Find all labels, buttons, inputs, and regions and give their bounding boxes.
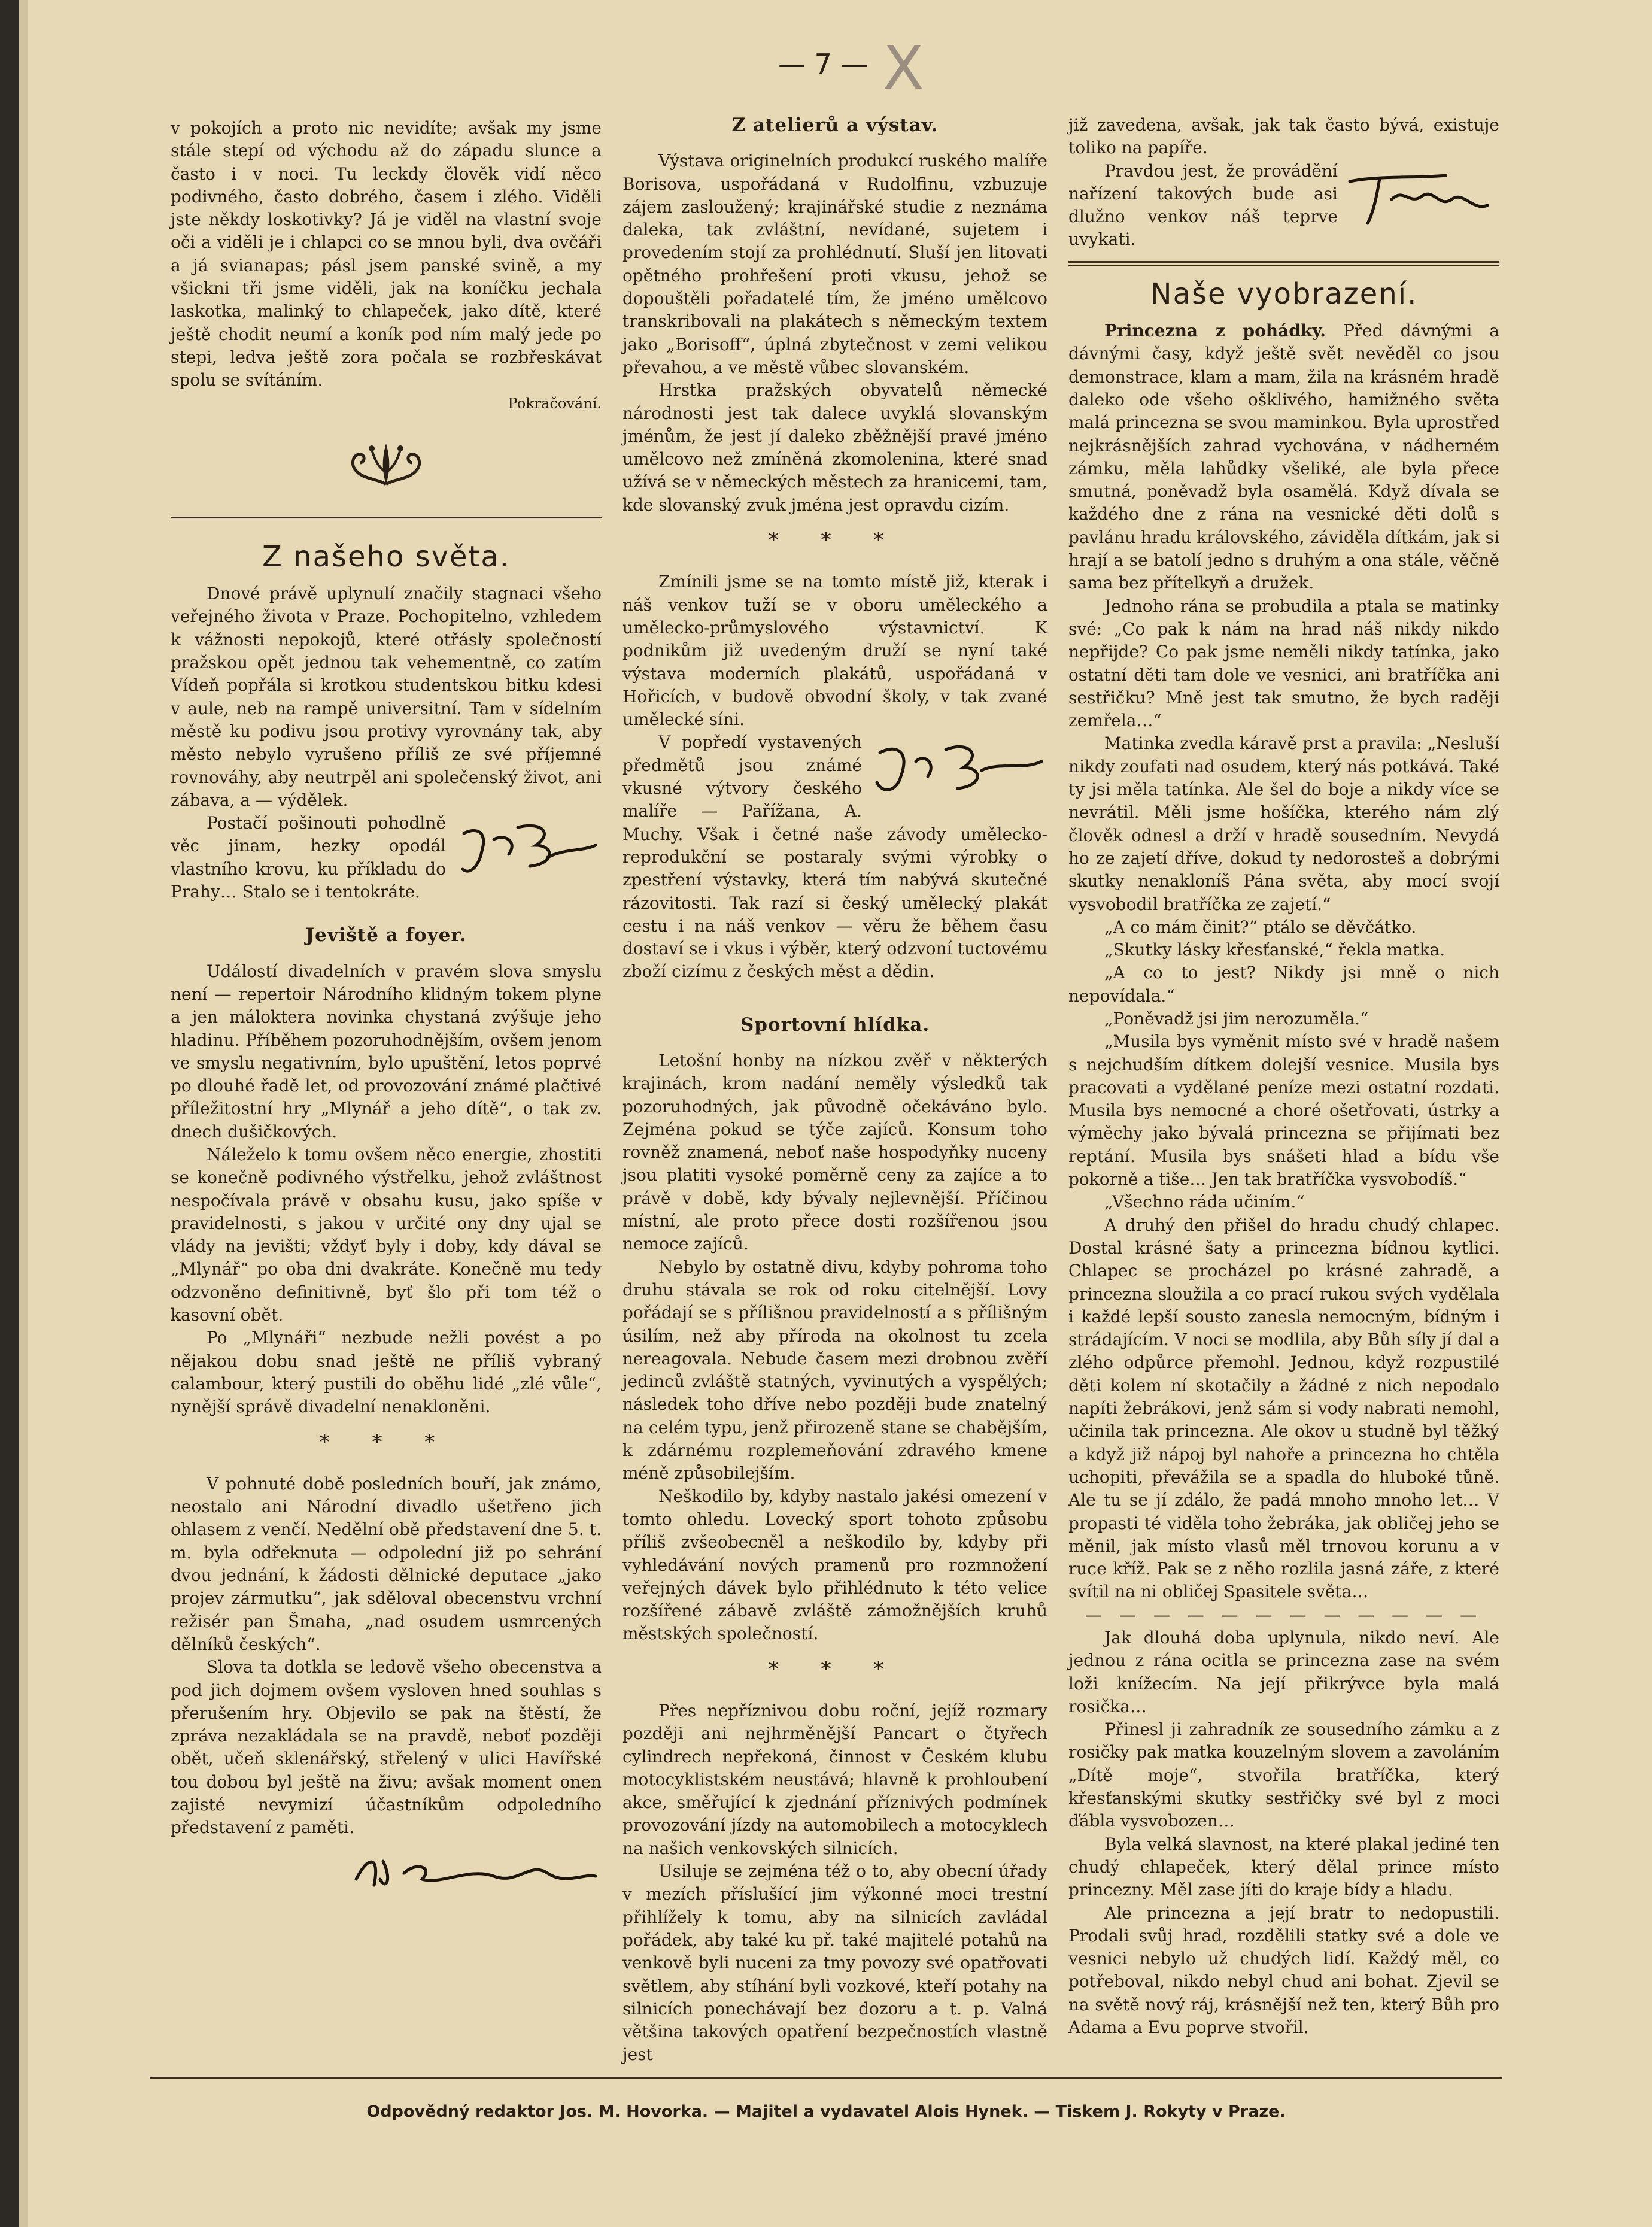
signature-kazimir bbox=[350, 1843, 602, 1897]
paragraph: Přes nepříznivou dobu roční, jejíž rozmary později ani nejhrměnější Pancart o čtyřech cylindrech nepřekoná, činnost v Českém klubu motocyklistském neustává; hlavně k prohloubení akce, směřující k zjednání příznivých podmínek provozování jízdy na automobilech a motocyklech na našich venkovských silnicích. bbox=[622, 1701, 1047, 1858]
paragraph: Jak dlouhá doba uplynula, nikdo neví. Ale jednou z rána ocitla se princezna zase na svém loži knížecím. Na její přikrývce byla malá rosička… bbox=[1068, 1628, 1499, 1716]
paragraph: Přinesl ji zahradník ze sousedního zámku a z rosičky pak matka kouzelným slovem a zavoláním „Dítě moje“, stvořila bratříčka, který křesťanskými skutky sestřičky své byl z moci ďábla vysvobozen… bbox=[1068, 1719, 1499, 1831]
paragraph: Slova ta dotkla se ledově všeho obecenstva a pod jich dojmem ovšem vysloven hned souhlas s přerušením hry. Objevilo se pak na štěstí, že zpráva nezakládala se na pravdě, neboť později obět, učeň sklenářský, střelený v ulici Havířské tou dobou byl ještě na živu; avšak moment onen zajisté nevymizí účastníkům odpoledního představení z paměti. bbox=[171, 1657, 602, 1838]
paragraph: Hrstka pražských obyvatelů německé národnosti jest tak dalece uvyklá slovanským jménům, že jest jí daleko zběžnější pravé jméno umělcovo než zmíněná zkomolenina, které snad užívá se v německých městech za hranicemi, tam, kde slovanský zvuk jména jest opravdu cizím. bbox=[622, 380, 1047, 515]
page-number: — 7 — bbox=[778, 48, 868, 80]
paragraph: Zmínili jsme se na tomto místě již, kterak i náš venkov tuží se v oboru uměleckého a umělecko-průmyslového výstavnictví. K podnikům již uvedeným druží se nyní také výstava moderních plakátů, uspořádaná v Hořicích, v budově obvodní školy, v tak zvané umělecké síni. bbox=[622, 572, 1047, 730]
section-title: Jeviště a foyer. bbox=[305, 924, 467, 946]
paragraph: V pohnuté době posledních bouří, jak známo, neostalo ani Národní divadlo ušetřeno jich ohlasem z venčí. Nedělní obě představení dne 5. t. m. byla odřeknuta — odpolední již po sehrání dvou jednání, k žádosti dělnické deputace „jako projev zármutku“, jak sděloval obecenstvu vrchní režisér pan Šmaha, „nad osudem usmrcených dělníků českých“. bbox=[171, 1473, 602, 1654]
paragraph: Před dávnými a dávnými časy, když ještě svět nevěděl co jsou demonstrace, klam a mam, žila na krásném hradě daleko ode všeho ošklivého, hamižného světa malá princezna se svou maminkou. Byla uprostřed nejkrásnějších zahrad vychována, v nádherném zámku, měla lahůdky všeliké, ale byla přece smutná, poněvadž byla osamělá. Když dívala se každého dne z rána na vesnické děti dolů s pavlánu hradu královského, záviděla dítkám, jak si hrají a se batolí jedno s druhým a ona stále, věčně sama bez přítelkyň a družek. bbox=[1068, 321, 1499, 593]
paragraph: Událostí divadelních v pravém slova smyslu není — repertoir Národního klidným tokem plyne a jen máloktera novinka chystaná zvýšuje jeho hladinu. Příběhem pozoruhodnějším, ovšem jenom ve smyslu negativním, bylo upuštění, letos poprvé po dlouhé řadě let, od provozování známé plačtivé příležitostní hry „Mlynář a jeho dítě“, o tak zv. dnech dušičkových. bbox=[171, 961, 602, 1142]
column-right bbox=[1068, 114, 1499, 2039]
paragraph: Ale princezna a její bratr to nedopustili. Prodali svůj hrad, rozdělili statky své a dole ve vesnici nebylo už chudých lidí. Každý měl, co potřeboval, nikdo nebyl chud ani bohat. Zjevil se na světě nový ráj, krásnější než ten, který Bůh pro Adama a Evu poprve stvořil. bbox=[1068, 1903, 1499, 2038]
section-divider bbox=[171, 517, 602, 521]
footer-rule bbox=[150, 2077, 1502, 2079]
continued-label: Pokračování. bbox=[508, 395, 602, 412]
paragraph: Letošní honby na nízkou zvěř v některých krajinách, krom nadání neměly výsledků tak pozoruhodných, jak původně očekáváno bylo. Zejména pokud se týče zajíců. Konsum toho rovněž znamená, neboť naše hospodyňky nuceny jsou platiti vysoké poměrně ceny za zajíce a to právě v době, kdy bývaly nejlevnější. Příčinou místní, ale proto přece dosti rozšířenou jsou nemoce zajíců. bbox=[622, 1050, 1047, 1254]
paragraph: Byla velká slavnost, na které plakal jediné ten chudý chlapeček, který dělal prince místo princezny. Měl zase jíti do kraje bídy a hladu. bbox=[1068, 1834, 1499, 1900]
paragraph: Postačí pošinouti pohodlně věc jinam, hezky opodál vlastního krovu, ku příkladu do Prahy… Stalo se i tentokráte. bbox=[171, 813, 446, 902]
column-middle bbox=[622, 114, 1047, 2067]
dash-separator: — — — — — — — — — — — — bbox=[1085, 1604, 1483, 1625]
paragraph: „A co to jest? Nikdy jsi mně o nich nepovídala.“ bbox=[1068, 963, 1499, 1006]
stars-separator: * * * bbox=[319, 1430, 453, 1454]
story-paragraph: v pokojích a proto nic nevidíte; avšak my jsme stále stepí od východu až do západu slunce a často i v noci. Tu leckdy člověk vidí něco podivného, často dobrého, časem i zlého. Viděli jste někdy loskotivky? Já je viděl na vlastní svoje oči a viděli je i chlapci co se mnou byli, dva ovčáři a já svianapas; pásl jsem panské svině, a my všickni tři jsme viděli, jak na koníčku jechala laskotka, malinký to chlapeček, jako dítě, které ještě chodit neumí a koník pod ním malý jede po stepi, ledva ještě zora počala se rozbřeskávat spolu se svítáním. bbox=[171, 118, 602, 390]
page-binding-shadow bbox=[19, 0, 28, 2227]
paragraph: A druhý den přišel do hradu chudý chlapec. Dostal krásné šaty a princezna bídnou kytlici. Chlapec se procházel po krásné zahradě, a princezna sloužila a co prací rukou svých vydělala i každé lepší sousto zanesla nemocným, bídným i strádajícím. V noci se modlila, aby Bůh síly jí dal a zlého odpůrce přemohl. Jednou, když rozpustilé děti kolem ní skotačily a žádné z nich nepodalo napíti žebrákovi, jenž sám si vody nabrati nemohl, učinila tak princezna. Ale okov u studně byl těžký a když již nápoj byl nahoře a princezna ho chtěla uchopiti, převážila se a spadla do hluboké tůně. Ale tu se jí zdálo, že padá mnoho mnoho let… V propasti té viděla toho žebráka, jak obličej jeho se měnil, jak místo vlasů měl trnovou korunu a v ruce kříž. Pak se z něho rozlila jasná záře, z které svítil na ni obličej Spasitele světa… bbox=[1068, 1215, 1499, 1602]
page-binding-edge bbox=[0, 0, 19, 2227]
stars-separator: * * * bbox=[768, 528, 902, 553]
paragraph: Výstava originelních produkcí ruského malíře Borisova, uspořádaná v Rudolfinu, vzbuzuje zájem zasloužený; krajinářské studie z neznáma daleka, tak zvláštní, nevídané, sujetem i provedením stojí za prohlédnutí. Sluší jen litovati opětného prohřešení proti vkusu, jehož se dopouštěli pořadatelé tím, že jméno umělcovo transkribovali na plakátech s německým textem jako „Borisoff“, úplná zbytečnost v zemi velikou převahou, a ve městě vůbec slovanském. bbox=[622, 151, 1047, 377]
section-title: Z atelierů a výstav. bbox=[731, 114, 939, 136]
paragraph: Usilujе se zejména též o to, aby obecní úřady v mezích příslušící jim výkonné moci trestní přihlížely k tomu, aby na silnicích zavládal pořádek, aby také ku př. také majitelé potahů na venkově byli nuceni za tmy povozy své opatřovati světlem, aby stíhání byli vozkové, kteří potahy na silnicích ponechávají bez dozoru a t. p. Valná většina takových opatření bezpečnostích vlastně jest bbox=[622, 1861, 1047, 2065]
paragraph: Nebylo by ostatně divu, kdyby pohroma toho druhu stávala se rok od roku citelnější. Lovy pořádají se s přílišnou pravidelností a s přílišným úsilím, než aby příroda na okolnost tu zcela nereagovala. Nebude časem mezi drobnou zvěří jedinců zvláště statných, vyvinutých a vyspělých; následek toho dříve nebo později bude znatelný na celém typu, jenž přirozeně stane se chabějším, k zdárnému rozplemeňování zdravého kmene méně způsobilejším. bbox=[622, 1257, 1047, 1483]
paragraph: „A co mám činit?“ ptálo se děvčátko. bbox=[1104, 917, 1417, 937]
paragraph: Po „Mlynáři“ nezbude nežli povést a po nějakou dobu snad ještě ne příliš vybraný calambour, který pustili do oběhu lidé „zlé vůle“, nynější správě divadelní nenakloněni. bbox=[171, 1328, 602, 1417]
paragraph: již zavedena, avšak, jak tak často bývá, existuje toliko na papíře. bbox=[1068, 115, 1499, 158]
imprint-footer: Odpovědný redaktor Jos. M. Hovorka. — Majitel a vydavatel Alois Hynek. — Tiskem J. Rokyty v Praze. bbox=[366, 2102, 1286, 2121]
section-title: Sportovní hlídka. bbox=[740, 1014, 930, 1036]
paragraph: Dnové právě uplynulí značily stagnaci všeho veřejného života v Praze. Pochopitelno, vzhledem k vážnosti nepokojů, které otřásly společností pražskou opět jednou tak vehementně, co zatím Vídeň popřála si krotkou studentskou bitku kdesi v aule, neb na rampě universitní. Tam v sídelním městě ku podivu jsou protivy vyrovnány tak, aby město nebylo vyrušeno příliš ze své příjemné rovnováhy, aby neutrpěl ani společenský život, ani zábava, a — výdělek. bbox=[171, 584, 602, 810]
section-divider bbox=[1068, 261, 1499, 266]
stars-separator: * * * bbox=[768, 1656, 902, 1681]
signature-bor-2 bbox=[868, 735, 1047, 800]
flourish-icon bbox=[344, 436, 428, 490]
paragraph: V popředí vystavených předmětů jsou známé vkusné výtvory českého malíře — Pařížana, A. Muchy. Však i četné naše závody umělecko-reprodukční se postaraly svými výrobky o zpestření výstavky, která tím nabývá skutečné rázovitosti. Tak razí si český umělecký plakát cestu i na náš venkov — věru že během času dostaví se i vkus i výběr, který odzvoní tuctovému zboží cizímu z českých měst a dědin. bbox=[622, 732, 1047, 982]
paragraph: „Musila bys vyměnit místo své v hradě našem s nejchudším dítkem dolejší vesnice. Musila bys pracovati a vydělané peníze mezi ostatní rozdati. Musila bys nemocné a choré ošetřovati, ústrky a výměchy jako bývalá princezna se přijímati bez reptání. Musila bys snášeti hlad a bídu vše pokorně a tiše… Jen tak bratříčka vysvobodíš.“ bbox=[1068, 1031, 1499, 1190]
paragraph: Náleželo k tomu ovšem něco energie, zhostiti se konečně podivného výstřelku, jehož zvláštnost nespočívala právě v obsahu kusu, jako spíše v pravidelnosti, s jakou v určité ony dny ujal se vlády na jevišti; vždyť byly i doby, kdy dával se „Mlynář“ po oba dni dvakráte. Konečně mu tedy odzvoněno definitivně, byť šlo při tom též o kasovní obět. bbox=[171, 1144, 602, 1325]
paragraph: Matinka zvedla káravě prst a pravila: „Nesluší nikdy zoufati nad osudem, který nás potkává. Také ty jsi měla tatínka. Ale šel do boje a nikdy více se nevrátil. Měli jsme hošíčka, kterého nám zlý člověk odnesl a drží v hradě sousedním. Nevydá ho ze zajetí dříve, dokud ty nedorosteš a dobrými skutky nenakloníš Pána světa, aby mocí svojí vysvobodil bratříčka ze zajetí.“ bbox=[1068, 733, 1499, 914]
signature-hmatek bbox=[1344, 163, 1499, 229]
column-left bbox=[171, 117, 602, 1897]
paragraph: „Skutky lásky křesťanské,“ řekla matka. bbox=[1104, 940, 1445, 960]
story-title: Princezna z pohádky. bbox=[1104, 321, 1326, 341]
signature-bor bbox=[452, 815, 602, 881]
section-title: Z našeho světa. bbox=[262, 539, 510, 574]
paragraph: „Všechno ráda učiním.“ bbox=[1104, 1192, 1305, 1212]
paragraph: Neškodilo by, kdyby nastalo jakési omezení v tomto ohledu. Lovecký sport tohoto způsobu příliš zvšeobecněl a neškodilo by, kdyby při vyhledávání nových pramenů pro rozmnožení veřejných dávek bylo přihlédnuto k této velice rozšířené zábavě zvláště zámožnějších kruhů městských společností. bbox=[622, 1486, 1047, 1644]
pencil-mark: X bbox=[883, 33, 924, 103]
section-title: Naše vyobrazení. bbox=[1150, 277, 1418, 311]
paragraph: Jednoho rána se probudila a ptala se matinky své: „Co pak k nám na hrad náš nikdy nikdo nepřijde? Co pak jsme neměli nikdy tatínka, jako ostatní děti tam dole ve vesnici, ani bratříčka ani sestřičku? Mně jest tak smutno, že bych raději zemřela…“ bbox=[1068, 596, 1499, 731]
paragraph: „Poněvadž jsi jim nerozuměla.“ bbox=[1104, 1008, 1369, 1028]
paragraph: Pravdou jest, že provádění nařízení takových bude asi dlužno venkov náš teprve uvykati. bbox=[1068, 160, 1338, 250]
